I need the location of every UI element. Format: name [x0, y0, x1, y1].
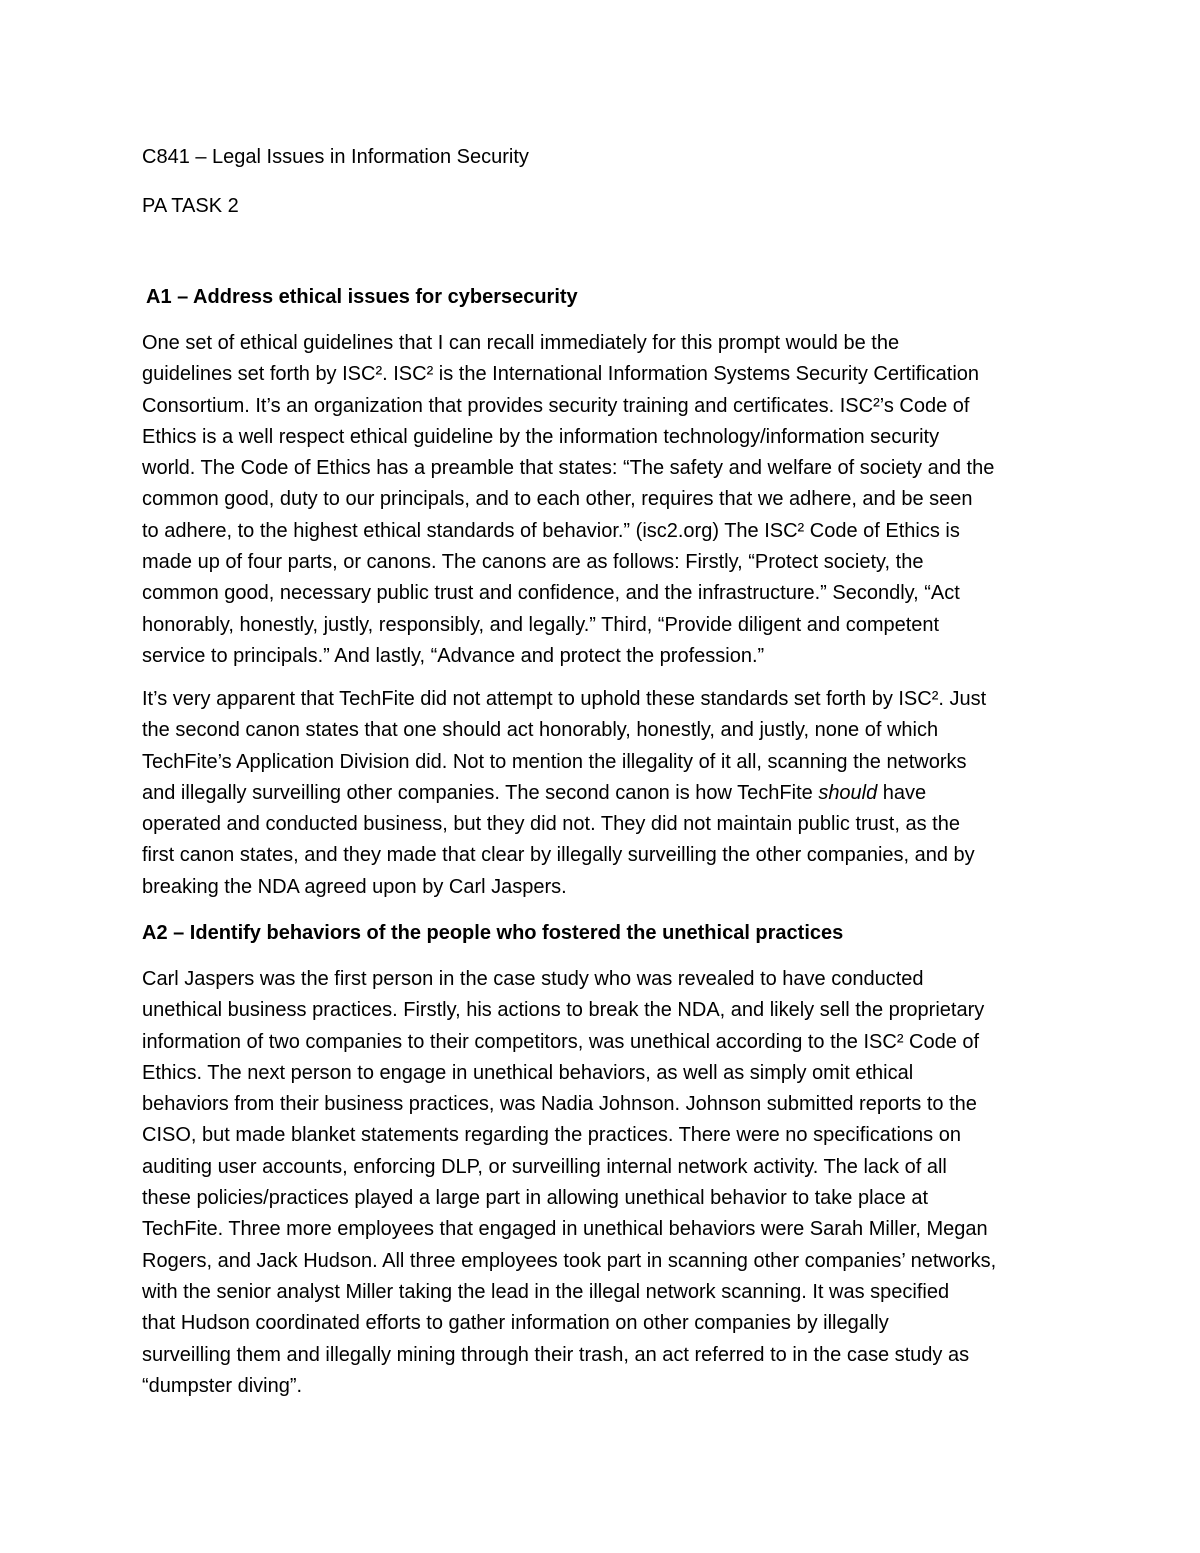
paragraph-a1-techfite	[142, 684, 1082, 903]
paragraph-line: Carl Jaspers was the first person in the case study who was revealed to have conducted	[142, 968, 924, 990]
paragraph-a2-behaviors	[142, 964, 1082, 1402]
paragraph-line: Rogers, and Jack Hudson. All three employees took part in scanning other companies’ networks,	[142, 1249, 997, 1272]
section-heading-a2: A2 – Identify behaviors of the people who fostered the unethical practices	[142, 922, 844, 944]
paragraph-line: TechFite’s Application Division did. Not to mention the illegality of it all, scanning the networks	[142, 750, 967, 773]
paragraph-line: made up of four parts, or canons. The canons are as follows: Firstly, “Protect society, the	[142, 551, 924, 574]
document-title: C841 – Legal Issues in Information Security	[142, 146, 529, 168]
paragraph-line: service to principals.” And lastly, “Advance and protect the profession.”	[142, 644, 765, 667]
paragraph-line: “dumpster diving”.	[142, 1374, 303, 1397]
paragraph-line: CISO, but made blanket statements regarding the practices. There were no specifications on	[142, 1124, 961, 1147]
paragraph-line: guidelines set forth by ISC². ISC² is the International Information Systems Security Certification	[142, 363, 980, 386]
section-heading-a1: A1 – Address ethical issues for cybersecurity	[146, 286, 578, 308]
paragraph-line: auditing user accounts, enforcing DLP, or surveilling internal network activity. The lack of all	[142, 1155, 947, 1178]
paragraph-line: behaviors from their business practices, was Nadia Johnson. Johnson submitted reports to the	[142, 1093, 977, 1116]
paragraph-line-with-emphasis	[142, 778, 1082, 809]
paragraph-a1-canons	[142, 328, 1082, 672]
paragraph-line: One set of ethical guidelines that I can recall immediately for this prompt would be the	[142, 332, 900, 354]
paragraph-line: the second canon states that one should act honorably, honestly, and justly, none of which	[142, 719, 939, 742]
paragraph-line: surveilling them and illegally mining through their trash, an act referred to in the case study as	[142, 1343, 970, 1366]
paragraph-line: with the senior analyst Miller taking the lead in the illegal network scanning. It was specified	[142, 1280, 950, 1303]
paragraph-line: It’s very apparent that TechFite did not attempt to uphold these standards set forth by ISC². Just	[142, 688, 987, 710]
paragraph-line: Consortium. It’s an organization that provides security training and certificates. ISC²’s Code of	[142, 394, 970, 417]
paragraph-line: breaking the NDA agreed upon by Carl Jaspers.	[142, 875, 567, 898]
document-subtitle: PA TASK 2	[142, 195, 239, 217]
paragraph-line: world. The Code of Ethics has a preamble that states: “The safety and welfare of society and the	[142, 457, 995, 480]
paragraph-line: operated and conducted business, but they did not. They did not maintain public trust, as the	[142, 813, 960, 836]
paragraph-line: first canon states, and they made that clear by illegally surveilling the other companies, and by	[142, 844, 975, 867]
paragraph-line: unethical business practices. Firstly, his actions to break the NDA, and likely sell the proprietary	[142, 999, 985, 1022]
paragraph-line: common good, duty to our principals, and to each other, requires that we adhere, and be seen	[142, 488, 973, 511]
text-segment: and illegally surveilling other companies. The second canon is how TechFite	[142, 781, 819, 804]
paragraph-line: honorably, honestly, justly, responsibly, and legally.” Third, “Provide diligent and competent	[142, 613, 940, 636]
paragraph-line: to adhere, to the highest ethical standards of behavior.” (isc2.org) The ISC² Code of Ethics is	[142, 519, 960, 542]
paragraph-line: these policies/practices played a large part in allowing unethical behavior to take place at	[142, 1187, 929, 1210]
paragraph-line: information of two companies to their competitors, was unethical according to the ISC² Code of	[142, 1030, 980, 1053]
paragraph-line: Ethics is a well respect ethical guideline by the information technology/information security	[142, 425, 940, 448]
paragraph-line: common good, necessary public trust and confidence, and the infrastructure.” Secondly, “Act	[142, 582, 960, 605]
emphasized-word: should	[818, 781, 878, 804]
paragraph-line: Ethics. The next person to engage in unethical behaviors, as well as simply omit ethical	[142, 1061, 914, 1084]
paragraph-line: that Hudson coordinated efforts to gather information on other companies by illegally	[142, 1312, 889, 1335]
text-segment: have	[877, 781, 927, 804]
paragraph-line: TechFite. Three more employees that engaged in unethical behaviors were Sarah Miller, Megan	[142, 1218, 988, 1241]
